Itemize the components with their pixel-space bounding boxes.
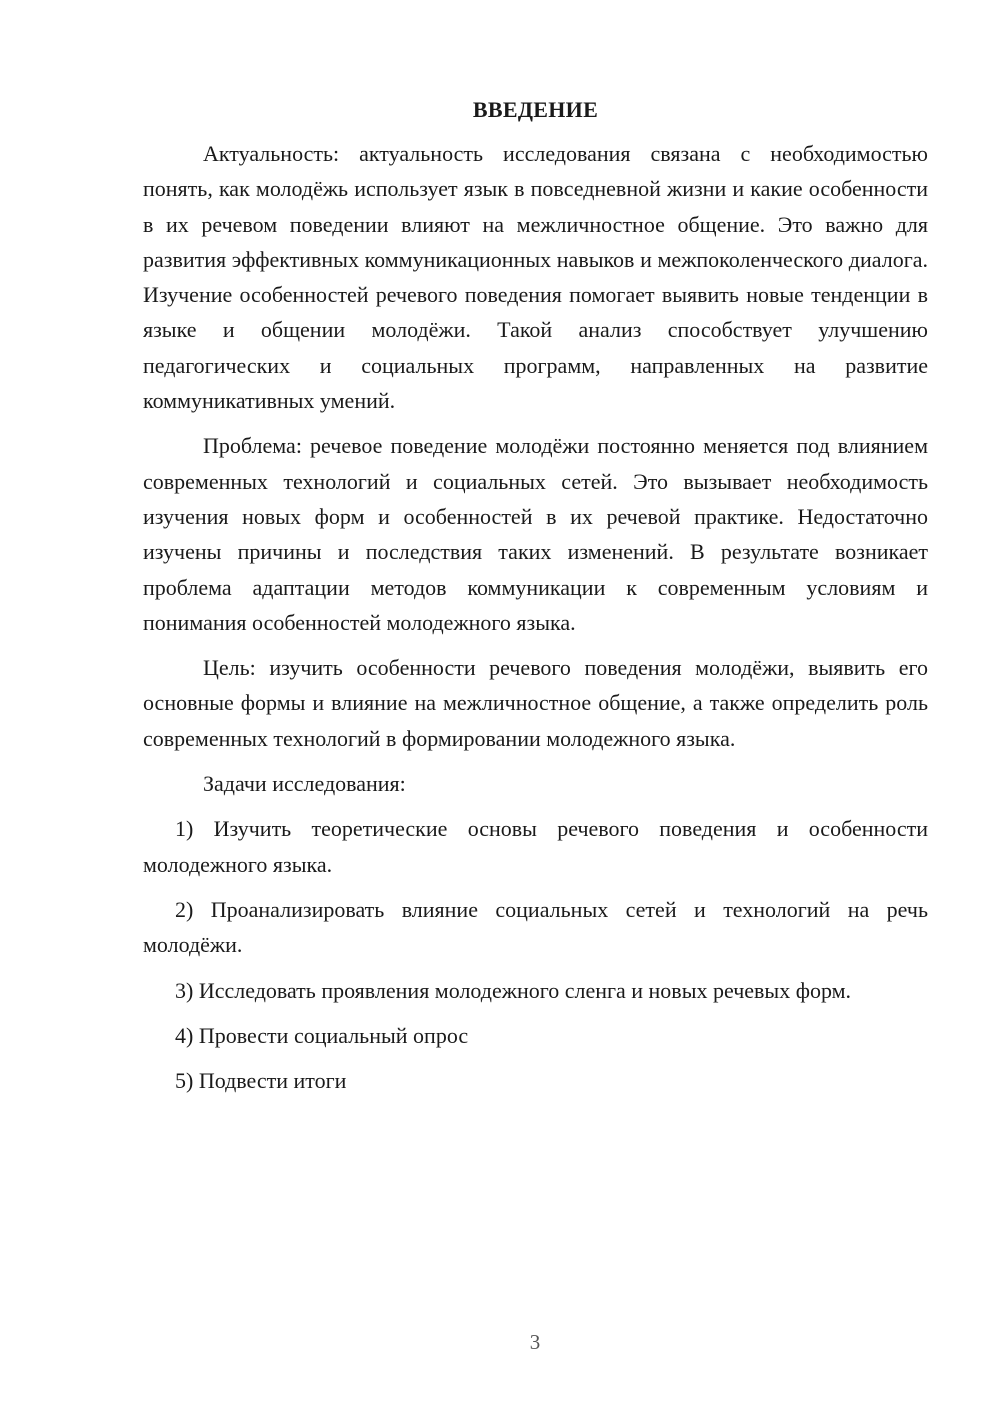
page-number: 3 xyxy=(529,1330,541,1354)
paragraph-goal: Цель: изучить особенности речевого поведения молодёжи, выявить его основные формы и влияние на межличностное общение, а также определить роль современных технологий в формировании молодежного языка. xyxy=(143,655,928,751)
document-page xyxy=(143,90,928,1108)
task-item-2: 2) Проанализировать влияние социальных сетей и технологий на речь молодёжи. xyxy=(143,896,928,958)
task-item-5: 5) Подвести итоги xyxy=(175,1068,347,1094)
task-item-4: 4) Провести социальный опрос xyxy=(175,1022,469,1048)
task-item-3: 3) Исследовать проявления молодежного сленга и новых речевых форм. xyxy=(175,977,852,1003)
task-item-1: 1) Изучить теоретические основы речевого поведения и особенности молодежного языка. xyxy=(143,816,928,877)
section-heading: ВВЕДЕНИЕ xyxy=(472,97,599,122)
tasks-heading: Задачи исследования: xyxy=(203,771,406,797)
paragraph-relevance: Актуальность: актуальность исследования связана с необходимостью понять, как молодёжь использует язык в повседневной жизни и какие особенности в их речевом поведении влияют на межличностное общение. Это важно для развития эффективных коммуникационных навыков и межпоколенческого диалога. Изучение особенностей речевого поведения помогает выявить новые тенденции в языке и общении молодёжи. Такой анализ способствует улучшению педагогических и социальных программ, направленных на развитие коммуникативных умений. xyxy=(143,141,928,414)
paragraph-problem: Проблема: речевое поведение молодёжи постоянно меняется под влиянием современных технологий и социальных сетей. Это вызывает необходимость изучения новых форм и особенностей в их речевой практике. Недостаточно изучены причины и последствия таких изменений. В результате возникает проблема адаптации методов коммуникации к современным условиям и понимания особенностей молодежного языка. xyxy=(143,433,928,635)
